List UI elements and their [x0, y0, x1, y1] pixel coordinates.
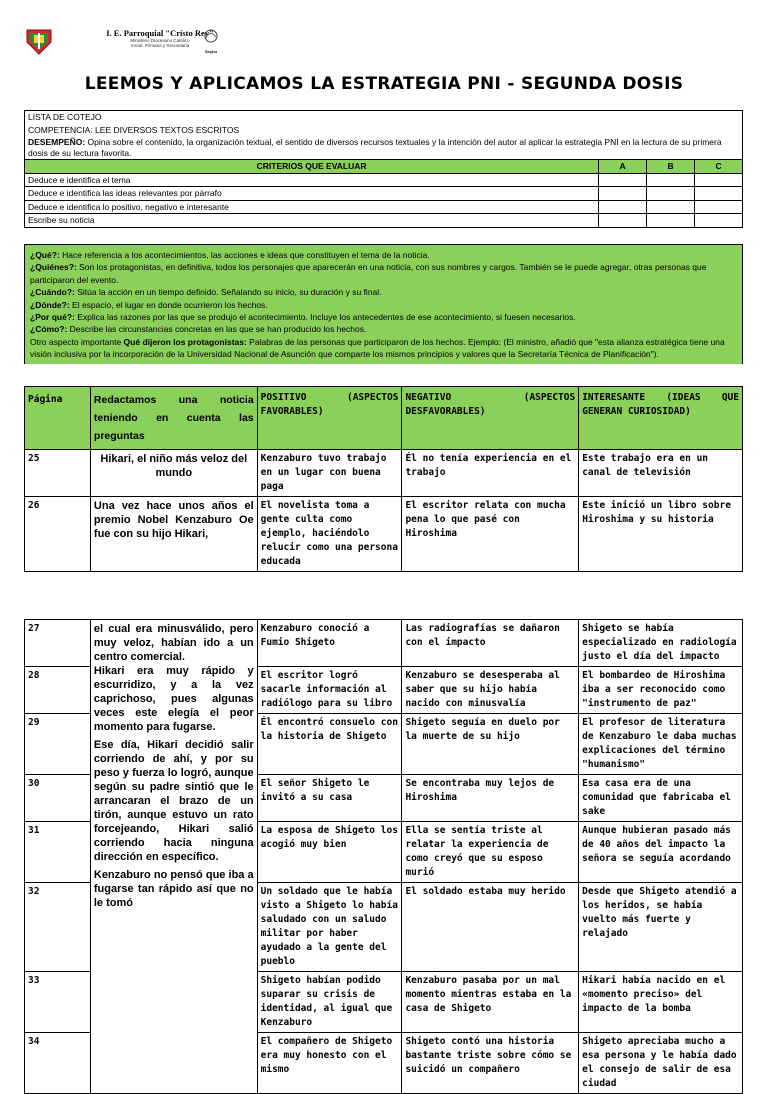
- criteria-item: Deduce e identifica lo positivo, negativo e interesante: [25, 200, 599, 214]
- interesting-cell: Shigeto apreciaba mucho a esa persona y le había dado el consejo de salir de esa ciudad: [579, 1033, 743, 1094]
- header-interesante: INTERESANTE (IDEAS QUE GENERAN CURIOSIDAD): [579, 387, 743, 450]
- question-por-que-label: ¿Por qué?:: [30, 312, 75, 323]
- criteria-row: [25, 214, 743, 228]
- question-cuando-text: Sitúa la acción en un tiempo definido. Señalando su inicio, su duración y su final.: [74, 287, 382, 298]
- positive-cell: Kenzaburo conoció a Fumio Shigeto: [257, 620, 402, 667]
- protagonistas-text: Palabras de las personas que participaron de los hechos. Ejemplo: (El ministro, añadió que "esta alianza estratégica tiene una visión inclusiva por la incorporación de la Universidad Nacional de Asunción que comparte los mismos principios y valores que la Secretaría Técnica de Planificación").: [30, 336, 725, 360]
- col-b-header: B: [647, 160, 695, 174]
- school-subtitle-1: Ministerio Diocesano Católico: [130, 38, 190, 43]
- competencia-text: COMPETENCIA: LEE DIVERSOS TEXTOS ESCRITOS: [25, 124, 743, 137]
- protagonistas-label: Qué dijeron los protagonistas:: [123, 336, 247, 347]
- page-number: 26: [25, 497, 91, 572]
- interesting-cell: Este trabajo era en un canal de televisión: [579, 450, 743, 497]
- question-donde-label: ¿Dónde?:: [30, 299, 70, 310]
- question-que-label: ¿Qué?:: [30, 250, 60, 260]
- criteria-b-cell[interactable]: [647, 214, 695, 228]
- page-number: 28: [25, 667, 91, 714]
- negative-cell: El soldado estaba muy herido: [402, 883, 579, 972]
- school-crest-icon: [24, 27, 54, 57]
- criteria-row: [25, 173, 743, 187]
- header-positivo: POSITIVO (ASPECTOS FAVORABLES): [257, 387, 402, 450]
- page-number: 34: [25, 1033, 91, 1094]
- interesting-cell: Shigeto se había especializado en radiología justo el día del impacto: [579, 620, 743, 667]
- criteria-b-cell[interactable]: [647, 173, 695, 187]
- positive-cell: El escritor logró sacarle información al radiólogo para su libro: [257, 667, 402, 714]
- negative-cell: Shigeto contó una historia bastante triste sobre cómo se suicidó un compañero: [402, 1033, 579, 1094]
- positive-cell: Shigeto habían podido suparar su crisis de identidad, al igual que Kenzaburo: [257, 972, 402, 1033]
- question-donde-text: El espacio, el lugar en donde ocurrieron los hechos.: [69, 299, 268, 310]
- question-como: [30, 323, 737, 335]
- page-number: 29: [25, 714, 91, 775]
- desempeno-label: DESEMPEÑO:: [28, 137, 86, 147]
- question-por-que: [30, 311, 737, 323]
- criteria-a-cell[interactable]: [599, 187, 647, 201]
- positive-cell: El señor Shigeto le invitó a su casa: [257, 775, 402, 822]
- criteria-c-cell[interactable]: [695, 200, 743, 214]
- header-redactamos: Redactamos una noticia teniendo en cuenta las preguntas: [90, 387, 257, 450]
- question-cuando: [30, 286, 737, 298]
- interesting-cell: Desde que Shigeto atendió a los heridos, se había vuelto más fuerte y relajado: [579, 883, 743, 972]
- negative-cell: El escritor relata con mucha pena lo que pasé con Hiroshima: [402, 497, 579, 572]
- news-text-continued: [90, 620, 257, 1094]
- partner-logo: [196, 28, 226, 58]
- negative-cell: Ella se sentía triste al relatar la experiencia de como creyó que su esposo murió: [402, 822, 579, 883]
- news-paragraph: Ese día, Hikari decidió salir corriendo de ahí, y por su peso y fuerza lo logró, aunque según su padre sintió que le arrancaran el brazo de un tirón, aunque estuvo un rato forcejeando, Hikari salió corriendo hacia ninguna dirección en específico.: [93, 739, 254, 863]
- question-quienes-text: Son los protagonistas, en definitiva, todos los personajes que aparecerán en una noticia, con sus nombres y cargos. También se le puede agregar, otras personas que participaron del evento.: [30, 262, 707, 285]
- header-pagina: Página: [25, 387, 91, 450]
- page-number: 30: [25, 775, 91, 822]
- criteria-a-cell[interactable]: [599, 173, 647, 187]
- interesting-cell: Esa casa era de una comunidad que fabricaba el sake: [579, 775, 743, 822]
- page-number: 31: [25, 822, 91, 883]
- question-cuando-label: ¿Cuándo?:: [30, 287, 75, 298]
- news-text: Hikari, el niño más veloz del mundo: [90, 450, 257, 497]
- news-paragraph: Kenzaburo no pensó que iba a fugarse tan rápido así que no le tomó: [93, 869, 254, 909]
- criteria-row: [25, 200, 743, 214]
- page-number: 27: [25, 620, 91, 667]
- criteria-a-cell[interactable]: [599, 200, 647, 214]
- checklist-title: LISTA DE COTEJO: [25, 111, 743, 124]
- criteria-a-cell[interactable]: [599, 214, 647, 228]
- criteria-item: Deduce e identifica las ideas relevantes por párrafo: [25, 187, 599, 201]
- negative-cell: Se encontraba muy lejos de Hiroshima: [402, 775, 579, 822]
- interesting-cell: Este inició un libro sobre Hiroshima y su historia: [579, 497, 743, 572]
- positive-cell: Un soldado que le había visto a Shigeto lo había saludado con un saludo militar por haber ayudado a la gente del pueblo: [257, 883, 402, 972]
- table-row: [25, 497, 743, 572]
- news-text: Una vez hace unos años el premio Nobel Kenzaburo Oe fue con su hijo Hikari,: [90, 497, 257, 572]
- criteria-header: CRITERIOS QUE EVALUAR: [25, 160, 599, 174]
- page-number: 33: [25, 972, 91, 1033]
- news-paragraph: el cual era minusválido, pero muy veloz, habían ido a un centro comercial.: [93, 623, 254, 663]
- question-donde: [30, 299, 737, 311]
- criteria-b-cell[interactable]: [647, 187, 695, 201]
- positive-cell: El compañero de Shigeto era muy honesto con el mismo: [257, 1033, 402, 1094]
- header-negativo: NEGATIVO (ASPECTOS DESFAVORABLES): [402, 387, 579, 450]
- positive-cell: La esposa de Shigeto los acogió muy bien: [257, 822, 402, 883]
- checklist-table: [24, 110, 743, 228]
- question-que: [30, 249, 737, 261]
- question-como-text: Describe las circunstancias concretas en las que se han producido los hechos.: [67, 324, 367, 335]
- question-protagonistas: [30, 336, 737, 361]
- criteria-c-cell[interactable]: [695, 187, 743, 201]
- positive-cell: Él encontró consuelo con la historia de Shigeto: [257, 714, 402, 775]
- page-number: 25: [25, 450, 91, 497]
- question-quienes-label: ¿Quiénes?:: [30, 262, 77, 273]
- question-por-que-text: Explica las razones por las que se produjo el acontecimiento. Incluye los antecedentes de ese acontecimiento, si fuesen necesarios.: [74, 312, 576, 323]
- col-c-header: C: [695, 160, 743, 174]
- pni-table-part-1: [24, 386, 743, 572]
- criteria-item: Escribe su noticia: [25, 214, 599, 228]
- protagonistas-intro: Otro aspecto importante: [30, 336, 124, 347]
- question-que-text: Hace referencia a los acontecimientos, las acciones e ideas que constituyen el tema de la noticia.: [59, 250, 430, 260]
- negative-cell: Kenzaburo se desesperaba al saber que su hijo había nacido con minusvalía: [402, 667, 579, 714]
- criteria-row: [25, 187, 743, 201]
- news-paragraph: Hikari era muy rápido y escurridizo, y a la vez caprichoso, pues algunas veces este elegía el peor momento para fugarse.: [93, 665, 254, 733]
- document-header: [0, 0, 768, 70]
- negative-cell: Shigeto seguía en duelo por la muerte de su hijo: [402, 714, 579, 775]
- page-number: 32: [25, 883, 91, 972]
- criteria-c-cell[interactable]: [695, 214, 743, 228]
- criteria-item: Deduce e identifica el tema: [25, 173, 599, 187]
- desempeno-text: [25, 136, 743, 160]
- criteria-b-cell[interactable]: [647, 200, 695, 214]
- table-row: [25, 450, 743, 497]
- desempeno-body: Opina sobre el contenido, la organización textual, el sentido de diversos recursos textuales y la intención del autor al aplicar la estrategia PNI en la lectura de su primera dosis de su lectura favorita.: [28, 137, 722, 158]
- partner-logo-label: Seyhu: [204, 49, 217, 54]
- col-a-header: A: [599, 160, 647, 174]
- partner-logo-icon: [200, 28, 222, 44]
- pni-table-part-2: [24, 619, 743, 1094]
- question-como-label: ¿Cómo?:: [30, 324, 68, 335]
- page-title: LEEMOS Y APLICAMOS LA ESTRATEGIA PNI - SEGUNDA DOSIS: [84, 74, 684, 94]
- negative-cell: Él no tenía experiencia en el trabajo: [402, 450, 579, 497]
- school-subtitle-2: Inicial, Primaria y Secundaria: [130, 43, 190, 48]
- interesting-cell: El bombardeo de Hiroshima iba a ser reconocido como "instrumento de paz": [579, 667, 743, 714]
- positive-cell: El novelista toma a gente culta como ejemplo, haciéndolo relucir como una persona educada: [257, 497, 402, 572]
- criteria-c-cell[interactable]: [695, 173, 743, 187]
- interesting-cell: Hikari había nacido en el «momento preciso» del impacto de la bomba: [579, 972, 743, 1033]
- question-quienes: [30, 261, 737, 286]
- interesting-cell: Aunque hubieran pasado más de 40 años del impacto la señora se seguía acordando: [579, 822, 743, 883]
- positive-cell: Kenzaburo tuvo trabajo en un lugar con buena paga: [257, 450, 402, 497]
- table-row: [25, 620, 743, 667]
- school-name: I. E. Parroquial "Cristo Rey": [106, 28, 214, 38]
- interesting-cell: El profesor de literatura de Kenzaburo le daba muchas explicaciones del término "humanismo": [579, 714, 743, 775]
- news-questions-box: [24, 244, 743, 364]
- negative-cell: Las radiografías se dañaron con el impacto: [402, 620, 579, 667]
- negative-cell: Kenzaburo pasaba por un mal momento mientras estaba en la casa de Shigeto: [402, 972, 579, 1033]
